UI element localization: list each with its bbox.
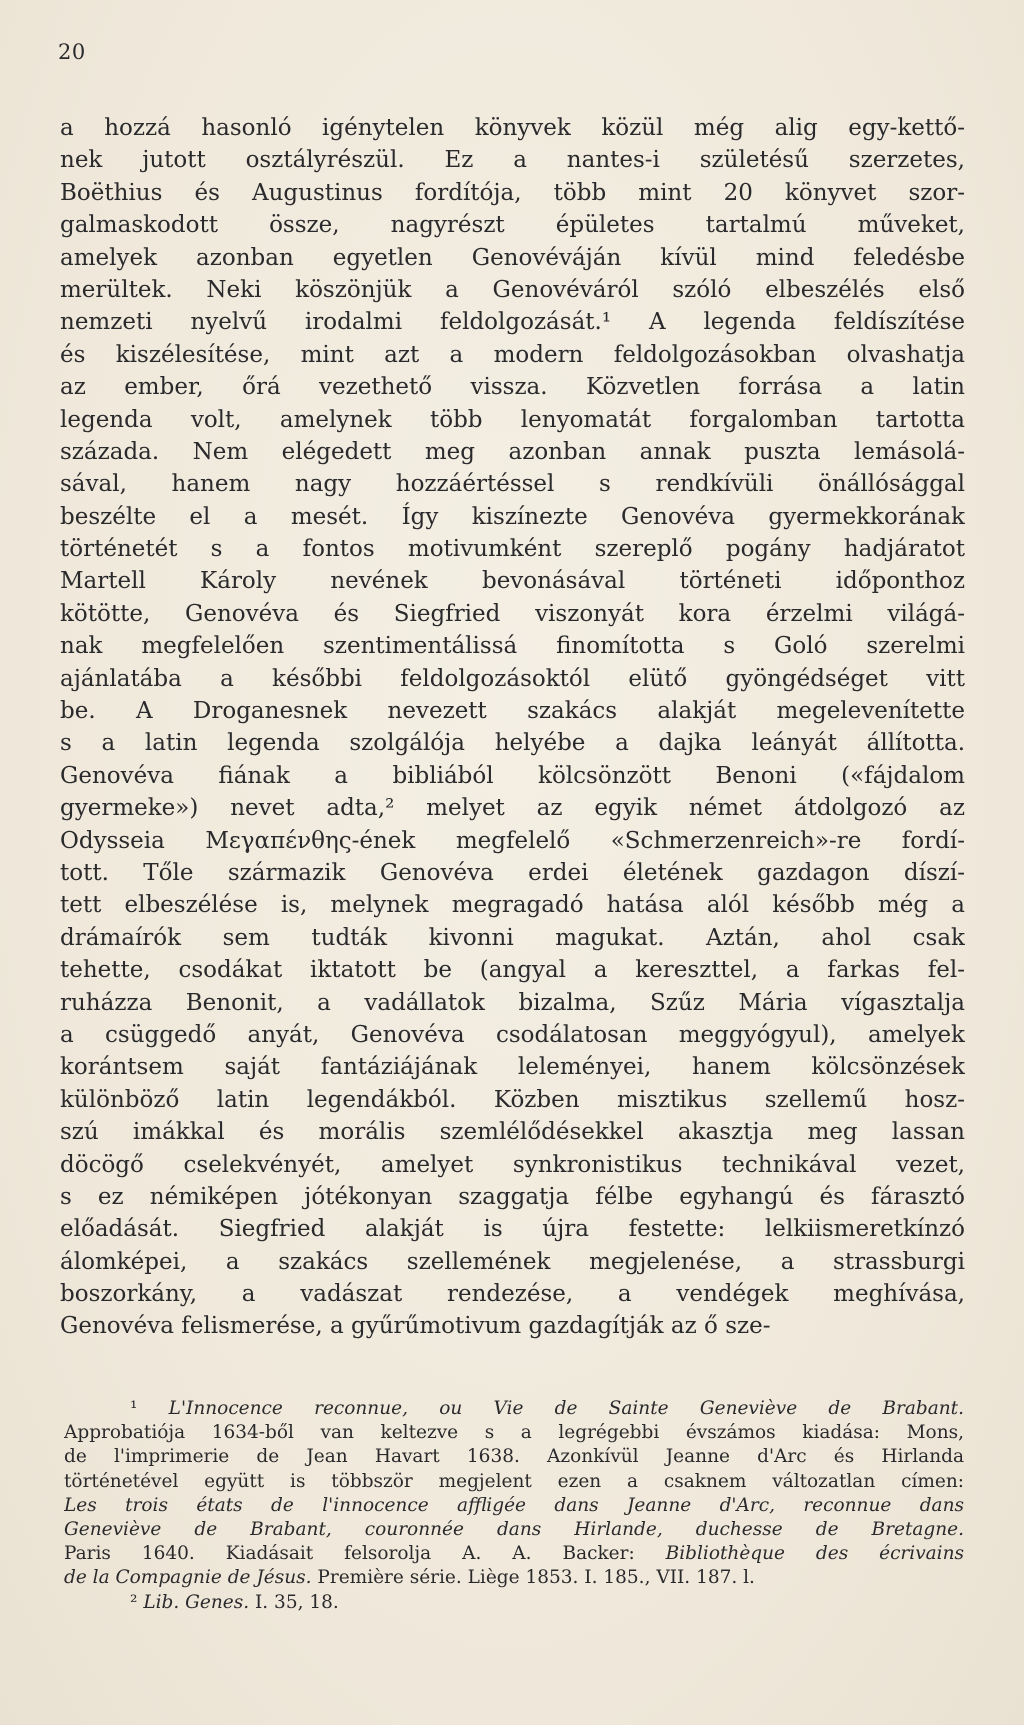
body-line-20: s a latin legenda szolgálója helyébe a dajka leányát állította. [60,730,965,757]
body-line-15: Martell Károly nevének bevonásával történeti időponthoz [60,568,965,595]
footnote-1-line-5: Les trois états de l'innocence affligée dans Jeanne d'Arc, reconnue dans [64,1494,964,1516]
footnote-1-line-4: történetével együtt is többször megjelent ezen a csaknem változatlan címen: [64,1470,964,1492]
body-line-10: legenda volt, amelynek több lenyomatát forgalomban tartotta [60,406,965,433]
body-line-18: ajánlatába a későbbi feldolgozásoktól elütő gyöngédséget vitt [60,665,965,692]
body-line-13: beszélte el a mesét. Így kiszínezte Genovéva gyermekkorának [60,503,965,530]
body-line-19: be. A Droganesnek nevezett szakács alakját megelevenítette [60,698,965,725]
footnote-2-ref: I. 35, 18. [249,1591,339,1613]
footnote-1-line-2: Approbatiója 1634-ből van keltezve s a legrégebbi évszámos kiadása: Mons, [64,1422,964,1444]
body-line-31: különböző latin legendákból. Közben misztikus szellemű hosz- [60,1086,965,1113]
body-line-7: nemzeti nyelvű irodalmi feldolgozását.¹ A legenda feldíszítése [60,309,965,336]
body-line-16: kötötte, Genovéva és Siegfried viszonyát kora érzelmi világá- [60,600,965,627]
body-line-4: galmaskodott össze, nagyrészt épületes tartalmú műveket, [60,212,965,239]
body-line-35: előadását. Siegfried alakját is újra festette: lelkiismeretkínzó [60,1216,965,1243]
footnote-1-line-7 [64,1542,964,1566]
body-line-5: amelyek azonban egyetlen Genovéváján kívül mind feledésbe [60,244,965,271]
footnote-2 [64,1591,964,1615]
body-line-26: drámaírók sem tudták kivonni magukat. Aztán, ahol csak [60,924,965,951]
footnote-1-line-3: de l'imprimerie de Jean Havart 1638. Azonkívül Jeanne d'Arc és Hirlanda [64,1446,964,1468]
footnote-1-line-7-text: Paris 1640. Kiadásait felsorolja A. A. Backer: [64,1543,666,1565]
body-text [60,112,965,1343]
body-line-22: gyermeke») nevet adta,² melyet az egyik német átdolgozó az [60,795,965,822]
body-line-25: tett elbeszélése is, melynek megragadó hatása alól később még a [60,892,965,919]
footnote-1-line-6: Geneviève de Brabant, couronnée dans Hirlande, duchesse de Bretagne. [64,1518,964,1540]
footnote-1-bibliography-title: Bibliothèque des écrivains [665,1543,964,1565]
footnote-1-bibliography-title-cont: de la Compagnie de Jésus. [64,1567,312,1589]
footnote-1-marker: ¹ [130,1398,138,1419]
body-line-1: a hozzá hasonló igénytelen könyvek közül még alig egy-kettő- [60,115,965,141]
body-line-21: Genovéva fiának a bibliából kölcsönzött Benoni («fájdalom [60,762,965,789]
body-line-34: s ez némiképen jótékonyan szaggatja félbe egyhangú és fárasztó [60,1183,965,1210]
body-line-27: tehette, csodákat iktatott be (angyal a kereszttel, a farkas fel- [60,957,965,984]
body-line-38: Genovéva felismerése, a gyűrűmotivum gazdagítják az ő sze- [60,1313,771,1340]
body-line-23: Odysseia Μεγαπένθης-ének megfelelő «Schmerzenreich»-re fordí- [60,827,965,854]
footnote-1-line-8-text: Première série. Liège 1853. I. 185., VII. 187. l. [311,1567,755,1589]
body-line-17: nak megfelelően szentimentálissá finomította s Goló szerelmi [60,633,965,660]
body-line-29: a csüggedő anyát, Genovéva csodálatosan meggyógyul), amelyek [60,1021,965,1048]
body-line-9: az ember, őrá vezethető vissza. Közvetlen forrása a latin [60,374,965,401]
body-line-12: sával, hanem nagy hozzáértéssel s rendkívüli önállósággal [60,471,965,498]
footnote-1-line-1 [64,1397,964,1421]
body-line-6: merültek. Neki köszönjük a Genovéváról szóló elbeszélés első [60,276,965,303]
footnote-2-marker: ² [130,1591,138,1613]
body-line-14: történetét s a fontos motivumként szereplő pogány hadjáratot [60,536,965,563]
footnote-1-line-8 [64,1566,964,1590]
page-number: 20 [58,40,86,64]
body-line-3: Boëthius és Augustinus fordítója, több mint 20 könyvet szor- [60,179,965,206]
footnote-2-source: Lib. Genes. [143,1591,250,1613]
body-line-37: boszorkány, a vadászat rendezése, a vendégek meghívása, [60,1281,965,1308]
body-line-24: tott. Tőle származik Genovéva erdei életének gazdagon díszí- [60,859,965,886]
body-line-11: százada. Nem elégedett meg azonban annak puszta lemásolá- [60,438,965,465]
body-line-36: álomképei, a szakács szellemének megjelenése, a strassburgi [60,1248,965,1275]
footnote-1-title: L'Innocence reconnue, ou Vie de Sainte Geneviève de Brabant. [168,1398,964,1419]
body-line-8: és kiszélesítése, mint azt a modern feldolgozásokban olvashatja [60,341,965,368]
footnotes [64,1397,964,1615]
body-line-30: korántsem saját fantáziájának leleményei, hanem kölcsönzések [60,1054,965,1081]
body-line-28: ruházza Benonit, a vadállatok bizalma, Szűz Mária vígasztalja [60,989,965,1016]
body-line-33: döcögő cselekvényét, amelyet synkronistikus technikával vezet, [60,1151,965,1178]
body-line-2: nek jutott osztályrészül. Ez a nantes-i születésű szerzetes, [60,147,965,174]
body-line-32: szú imákkal és morális szemlélődésekkel akasztja meg lassan [60,1119,965,1146]
